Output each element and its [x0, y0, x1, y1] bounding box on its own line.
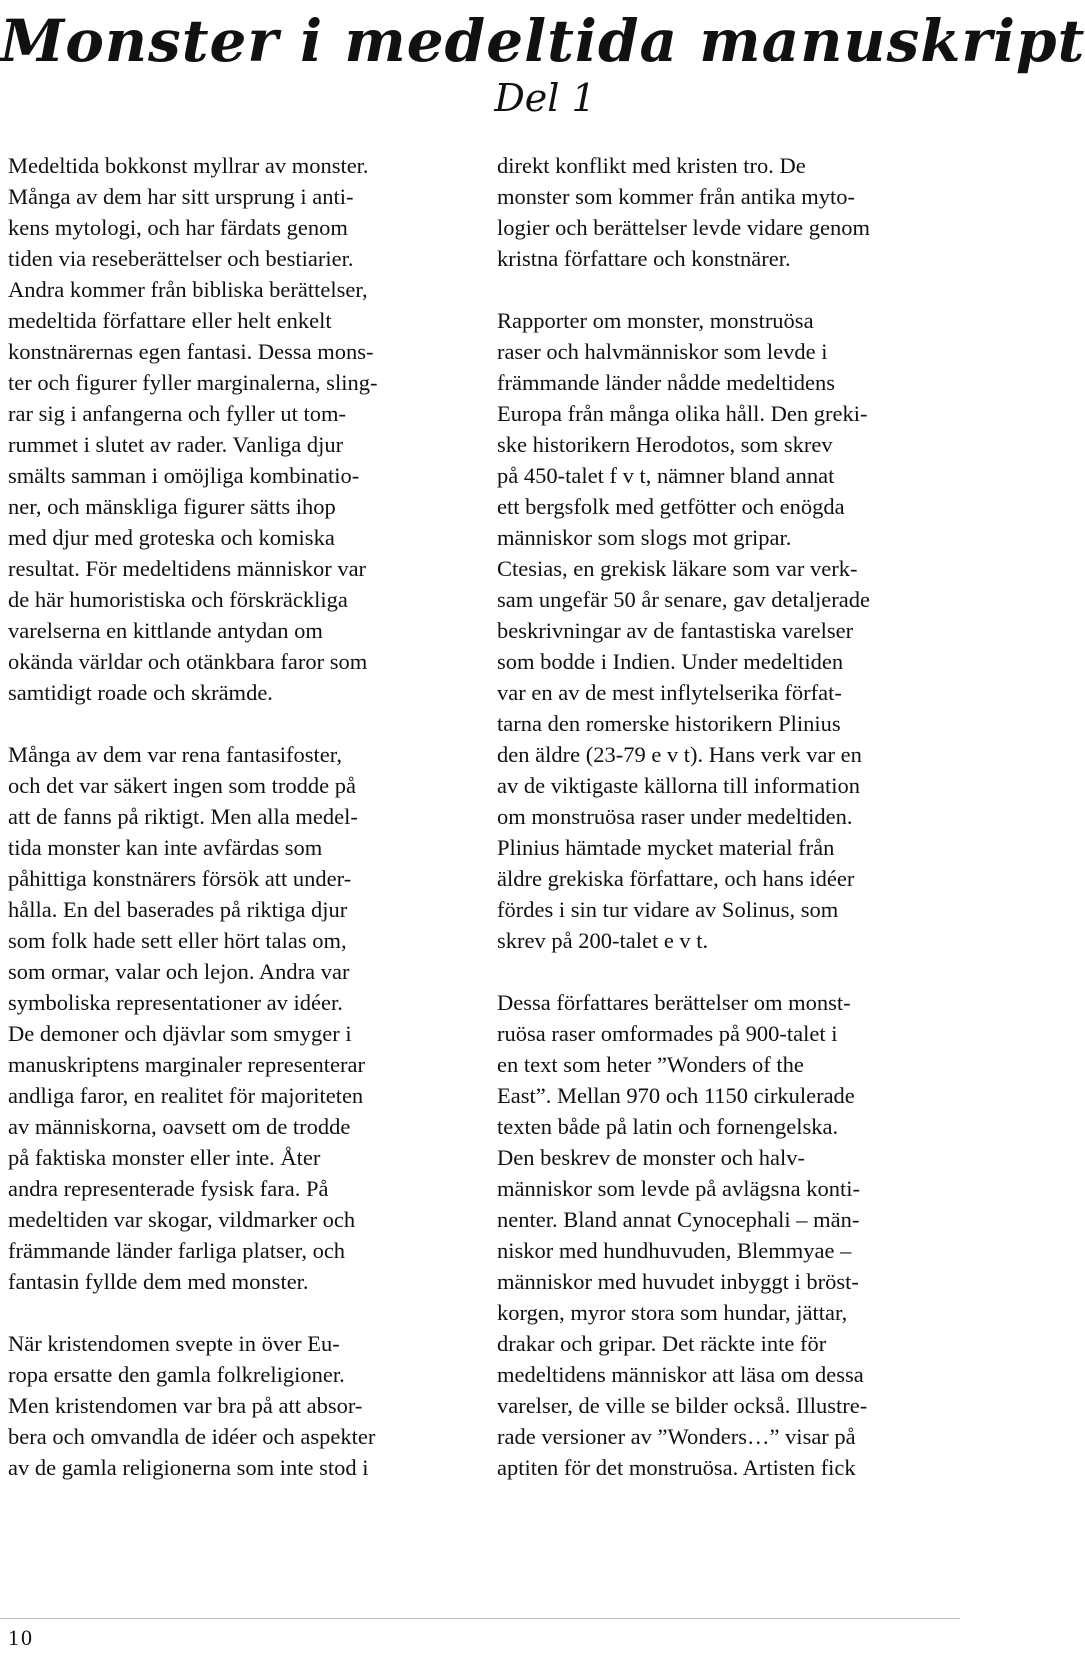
right-column	[497, 150, 952, 1483]
paragraph: Många av dem var rena fantasifoster, och det var säkert ingen som trodde på att de fanns på riktigt. Men alla medel- tida monster kan inte avfärdas som påhittiga konstnärers försök att under- hålla. En del baserades på riktiga djur som folk hade sett eller hört talas om, som ormar, valar och lejon. Andra var symboliska representationer av idéer. De demoner och djävlar som smyger i manuskriptens marginaler representerar andliga faror, en realitet för majoriteten av människorna, oavsett om de trodde på faktiska monster eller inte. Åter andra representerade fysisk fara. På medeltiden var skogar, vildmarker och främmande länder farliga platser, och fantasin fyllde dem med monster.	[8, 742, 365, 1294]
footer-divider	[0, 1618, 960, 1619]
page-subtitle: Del 1	[494, 76, 596, 120]
paragraph: Dessa författares berättelser om monst- ruösa raser omformades på 900-talet i en text som heter ”Wonders of the East”. Mellan 970 och 1150 cirkulerade texten både på latin och fornengelska. Den beskrev de monster och halv- människor som levde på avlägsna konti- nenter. Bland annat Cynocephali – män- niskor med hundhuvuden, Blemmyae – människor med huvudet inbyggt i bröst- korgen, myror stora som hundar, jättar, drakar och gripar. Det räckte inte för medeltidens människor att läsa om dessa varelser, de ville se bilder också. Illustre- rade versioner av ”Wonders…” visar på aptiten för det monstruösa. Artisten fick	[497, 990, 868, 1480]
page-number: 10	[8, 1625, 34, 1650]
title-block	[0, 0, 1085, 120]
page-title: Monster i medeltida manuskript	[0, 7, 1085, 75]
paragraph: Medeltida bokkonst myllrar av monster. Många av dem har sitt ursprung i anti- kens mytologi, och har färdats genom tiden via reseberättelser och bestiarier. Andra kommer från bibliska berättelser, medeltida författare eller helt enkelt konstnärernas egen fantasi. Dessa mons- ter och figurer fyller marginalerna, sling- rar sig i anfangerna och fyller ut tom- rummet i slutet av rader. Vanliga djur smälts samman i omöjliga kombinatio- ner, och mänskliga figurer sätts ihop med djur med groteska och komiska resultat. För medeltidens människor var de här humoristiska och förskräckliga varelserna en kittlande antydan om okända världar och otänkbara faror som samtidigt roade och skrämde.	[8, 153, 378, 705]
paragraph: direkt konflikt med kristen tro. De monster som kommer från antika myto- logier och berättelser levde vidare genom kristna författare och konstnärer.	[497, 153, 870, 271]
left-column	[8, 150, 463, 1483]
paragraph: Rapporter om monster, monstruösa raser och halvmänniskor som levde i främmande länder nådde medeltidens Europa från många olika håll. Den greki- ske historikern Herodotos, som skrev på 450-talet f v t, nämner bland annat ett bergsfolk med getfötter och enögda människor som slogs mot gripar. Ctesias, en grekisk läkare som var verk- sam ungefär 50 år senare, gav detaljerade beskrivningar av de fantastiska varelser som bodde i Indien. Under medeltiden var en av de mest inflytelserika förfat- tarna den romerske historikern Plinius den äldre (23-79 e v t). Hans verk var en av de viktigaste källorna till information om monstruösa raser under medeltiden. Plinius hämtade mycket material från äldre grekiska författare, och hans idéer fördes i sin tur vidare av Solinus, som skrev på 200-talet e v t.	[497, 308, 870, 953]
paragraph: När kristendomen svepte in över Eu- ropa ersatte den gamla folkreligioner. Men kristendomen var bra på att absor- bera och omvandla de idéer och aspekter av de gamla religionerna som inte stod i	[8, 1331, 376, 1480]
